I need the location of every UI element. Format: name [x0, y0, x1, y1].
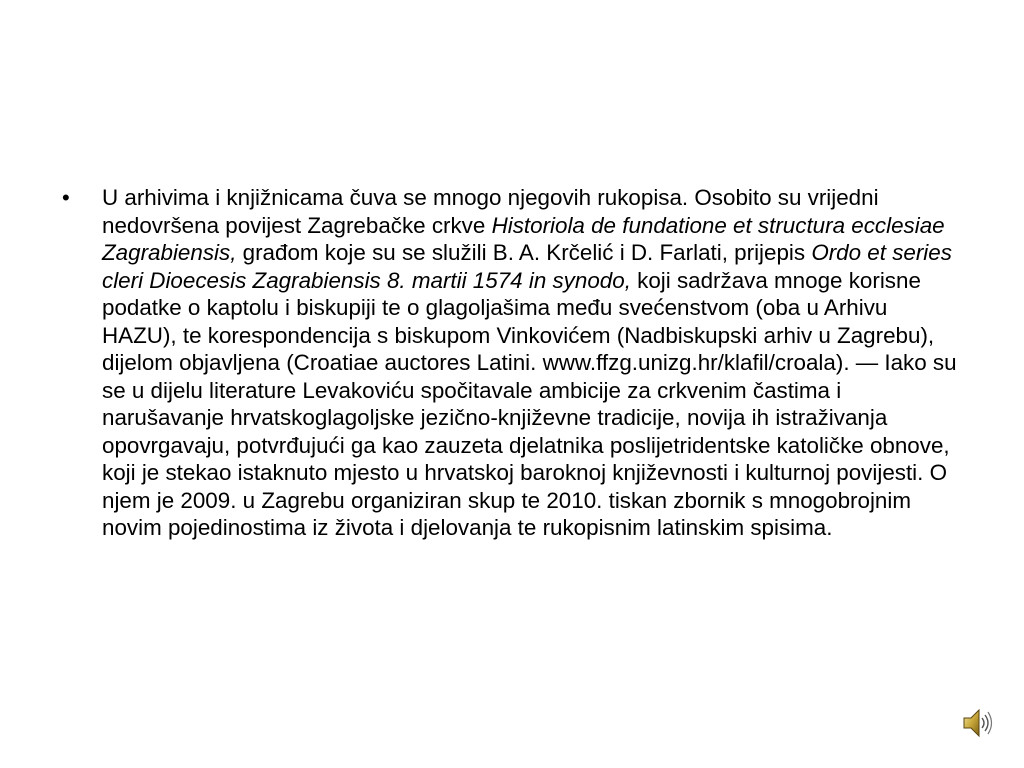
text-segment: U arhivima i knjižnicama čuva se mnogo njegovih rukopisa. Osobito su vrijedni nedovršena povijest Zagrebačke crkve	[102, 185, 879, 238]
speaker-icon[interactable]	[960, 706, 994, 740]
bullet-paragraph	[102, 184, 967, 542]
bullet-marker: •	[62, 185, 70, 210]
italic-title-ordo: Ordo et series cleri Dioecesis Zagrabiensis 8. martii 1574 in synodo,	[102, 240, 952, 293]
text-segment: koji sadržava mnoge korisne podatke o kaptolu i biskupiji te o glagoljašima među svećenstvom (oba u Arhivu HAZU), te korespondencija s biskupom Vinkovićem (Nadbiskupski arhiv u Zagrebu), dijelom objavljena (Croatiae auctores Latini. www.ffzg.unizg.hr/klafil/croala). — Iako su se u dijelu literature Levakoviću spočitavale ambicije za crkvenim častima i narušavanje hrvatskoglagoljske jezično-književne tradicije, novija ih istraživanja opovrgavaju, potvrđujući ga kao zauzeta djelatnika poslijetridentske katoličke obnove, koji je stekao istaknuto mjesto u hrvatskoj baroknoj književnosti i kulturnoj povijesti. O njem je 2009. u Zagrebu organiziran skup te 2010. tiskan zbornik s mnogobrojnim novim pojedinostima iz života i djelovanja te rukopisnim latinskim spisima.	[102, 267, 957, 540]
italic-title-historiola: Historiola de fundatione et structura ecclesiae Zagrabiensis,	[102, 212, 945, 265]
bullet-item	[62, 184, 967, 542]
text-segment: građom koje su se služili B. A. Krčelić i D. Farlati, prijepis	[236, 240, 812, 265]
